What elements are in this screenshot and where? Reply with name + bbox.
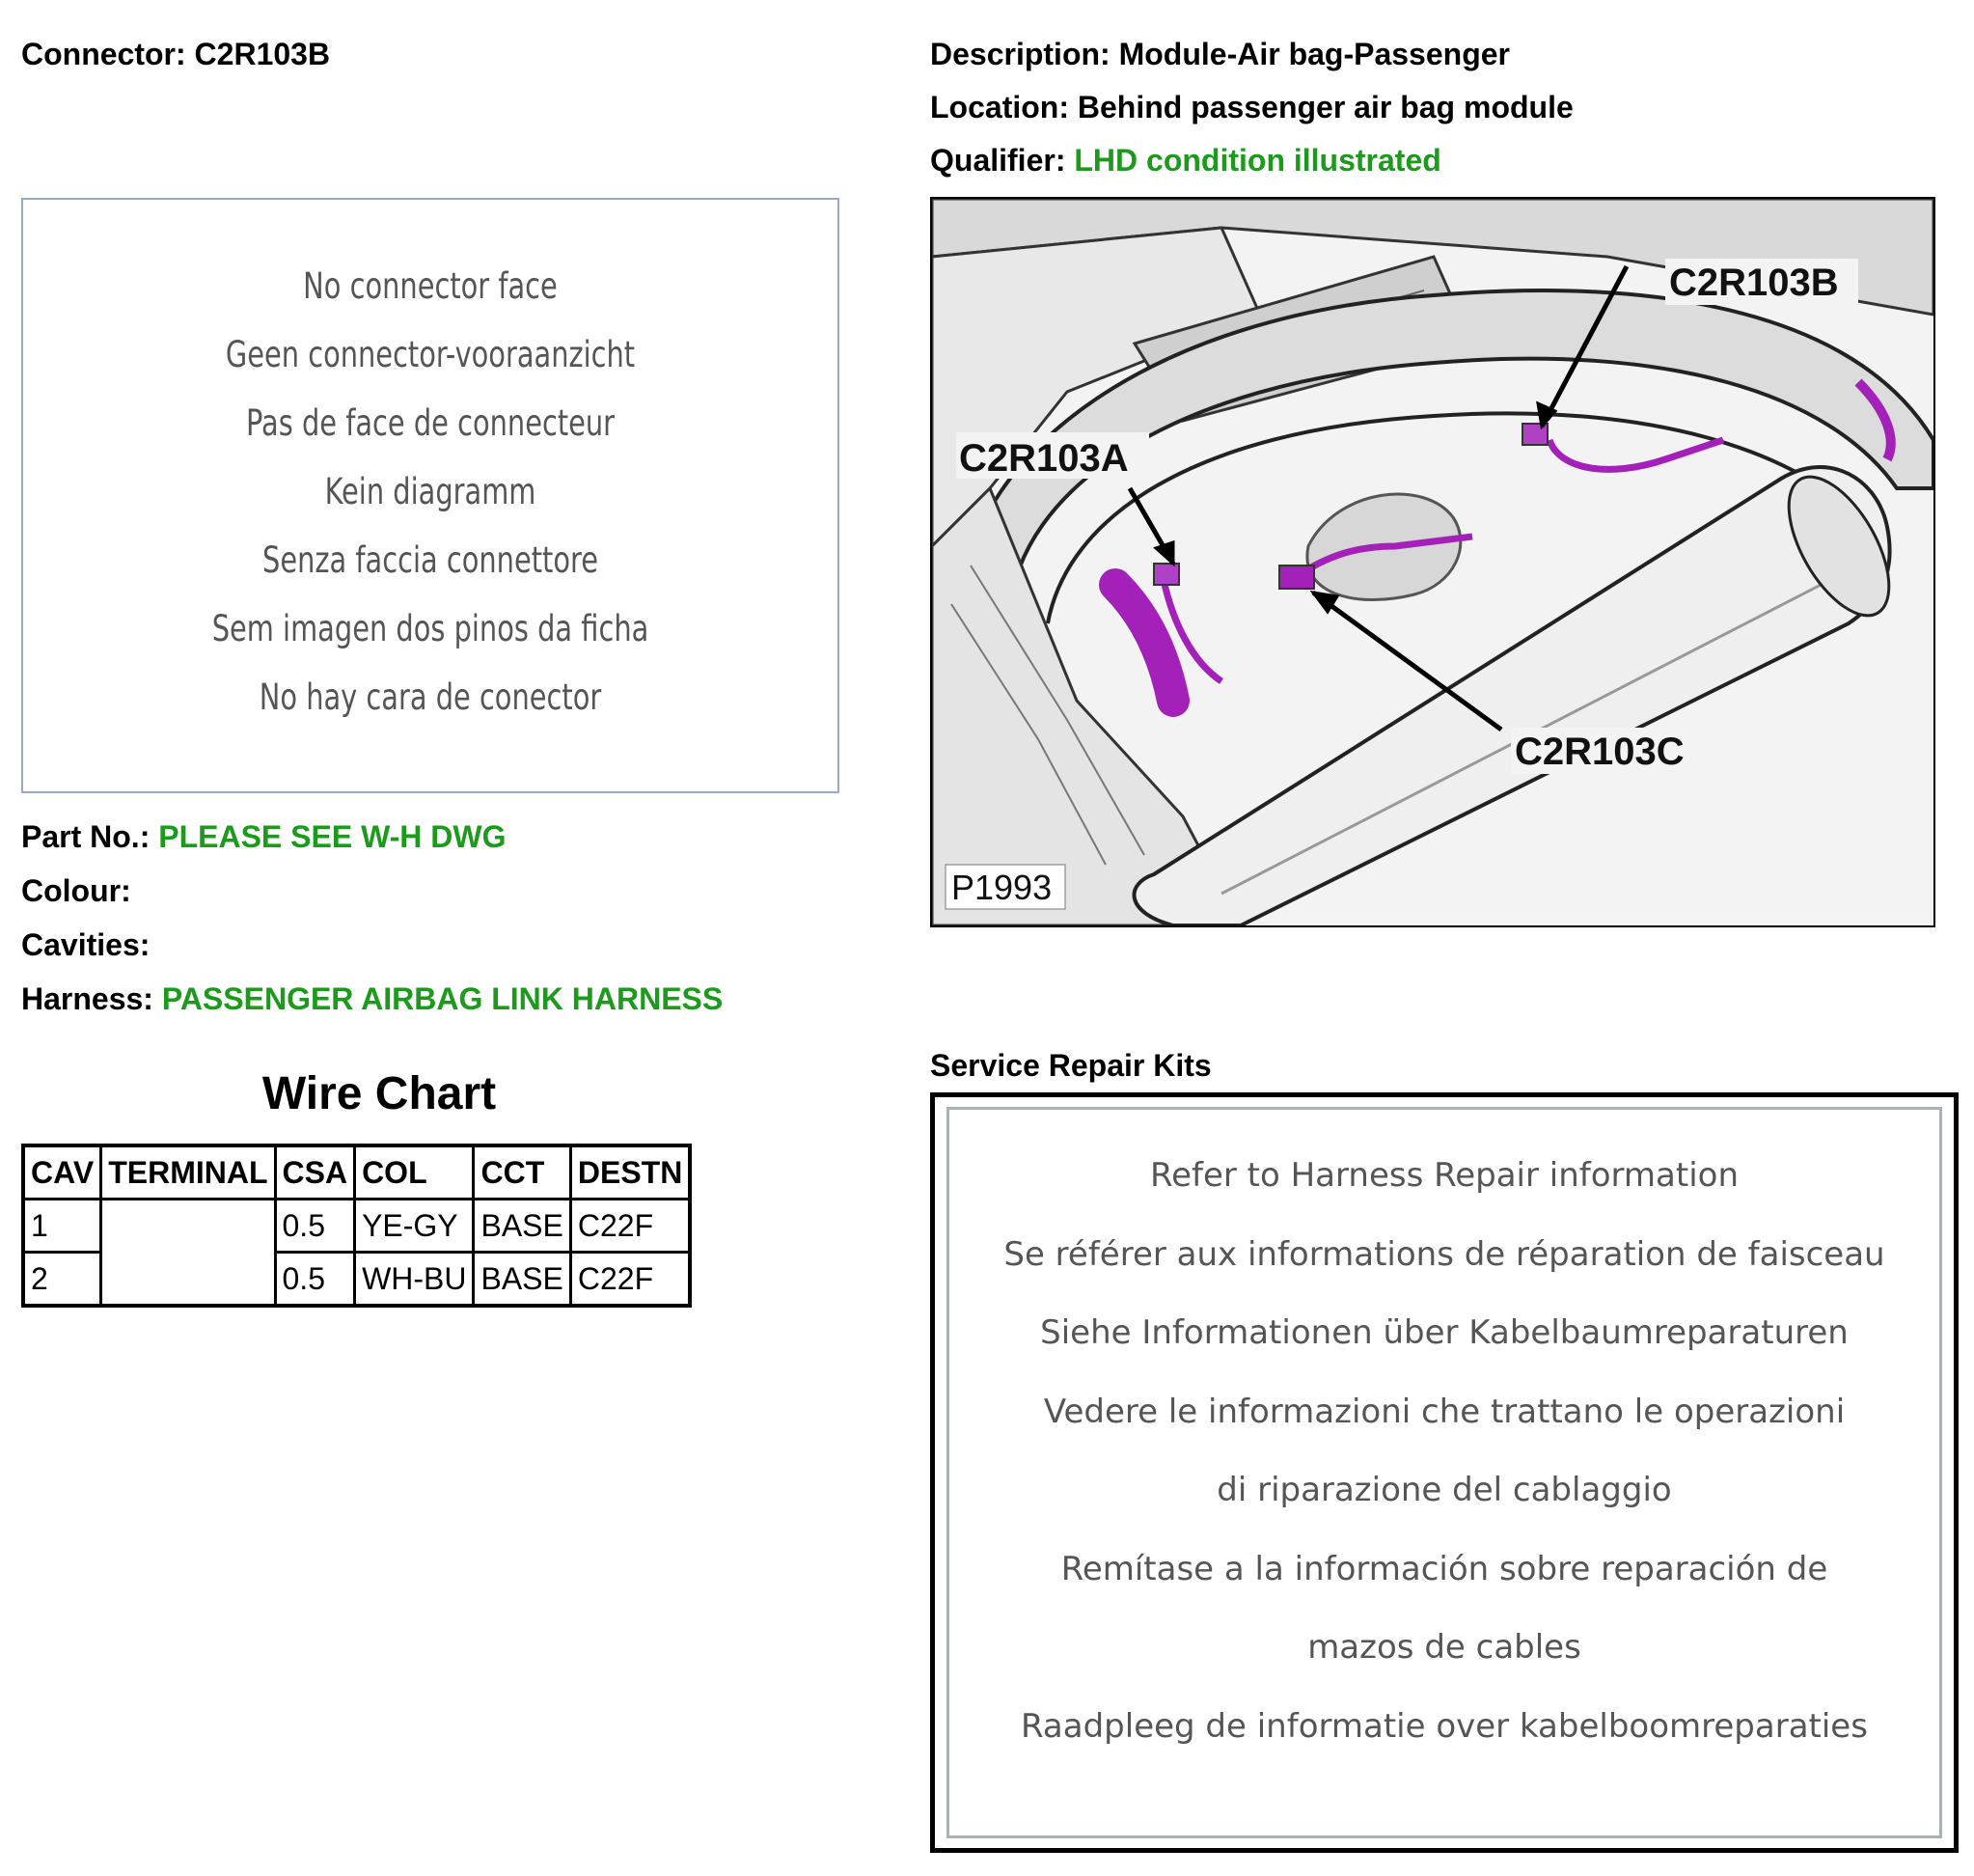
header-csa: CSA <box>275 1145 355 1200</box>
part-no-value: PLEASE SEE W-H DWG <box>158 819 507 854</box>
colour-label: Colour: <box>21 873 131 908</box>
srk-text: Vedere le informazioni che trattano le operazioni <box>1043 1392 1846 1431</box>
qualifier-label: Qualifier: <box>930 143 1066 178</box>
cell-cct: BASE <box>474 1200 570 1253</box>
header-cct: CCT <box>474 1145 570 1200</box>
cell-destn: C22F <box>570 1200 690 1253</box>
table-row <box>23 1200 690 1253</box>
cell-col: YE-GY <box>355 1200 474 1253</box>
no-face-text: Sem imagen dos pinos da ficha <box>211 608 649 649</box>
cavities-field <box>21 927 150 963</box>
no-face-text: Kein diagramm <box>324 471 536 512</box>
harness-field <box>21 981 723 1017</box>
connector-label: Connector: <box>21 37 186 71</box>
callout-c2r103b: C2R103B <box>1669 262 1839 304</box>
callout-c2r103c: C2R103C <box>1515 731 1685 773</box>
wire-chart-table <box>21 1144 692 1308</box>
wire-chart-header-row <box>23 1145 690 1200</box>
cell-cav: 2 <box>23 1253 101 1307</box>
part-no-label: Part No.: <box>21 819 151 854</box>
header-col: COL <box>355 1145 474 1200</box>
illustration-ref: P1993 <box>951 868 1053 907</box>
connector-field <box>21 37 330 72</box>
no-face-text: Pas de face de connecteur <box>245 402 616 444</box>
header-destn: DESTN <box>570 1145 690 1200</box>
qualifier-field <box>930 143 1441 179</box>
srk-text: Se référer aux informations de réparation de faisceau <box>1003 1234 1885 1274</box>
service-repair-kits-panel <box>930 1092 1959 1853</box>
colour-field <box>21 873 131 909</box>
cell-destn: C22F <box>570 1253 690 1307</box>
description-field <box>930 37 1510 72</box>
location-label: Location: <box>930 90 1069 124</box>
service-repair-kits-inner <box>946 1107 1942 1838</box>
srk-text: Remítase a la información sobre reparación de <box>1060 1549 1828 1588</box>
srk-text: di riparazione del cablaggio <box>1217 1471 1672 1509</box>
cavities-label: Cavities: <box>21 927 151 962</box>
harness-label: Harness: <box>21 981 153 1016</box>
part-no-field <box>21 819 507 855</box>
cell-terminal <box>101 1200 275 1307</box>
no-connector-face-panel <box>21 198 839 793</box>
no-face-text: No connector face <box>303 265 558 307</box>
no-face-text: No hay cara de conector <box>259 676 602 718</box>
srk-text: Siehe Informationen über Kabelbaumreparaturen <box>1040 1313 1849 1352</box>
cell-csa: 0.5 <box>275 1200 355 1253</box>
description-value: Module-Air bag-Passenger <box>1118 37 1510 71</box>
cell-cav: 1 <box>23 1200 101 1253</box>
no-face-text: Geen connector-vooraanzicht <box>225 334 636 375</box>
srk-text: mazos de cables <box>1307 1628 1581 1667</box>
cell-csa: 0.5 <box>275 1253 355 1307</box>
location-field <box>930 90 1574 125</box>
service-repair-kits-title: Service Repair Kits <box>930 1048 1212 1083</box>
harness-value: PASSENGER AIRBAG LINK HARNESS <box>161 981 724 1016</box>
no-face-text: Senza faccia connettore <box>262 539 598 581</box>
srk-text: Raadpleeg de informatie over kabelboomreparaties <box>1021 1706 1868 1746</box>
header-terminal: TERMINAL <box>101 1145 275 1200</box>
wire-chart-title: Wire Chart <box>261 1068 497 1119</box>
description-label: Description: <box>930 37 1110 71</box>
cell-col: WH-BU <box>355 1253 474 1307</box>
connector-value: C2R103B <box>194 37 331 71</box>
header-cav: CAV <box>23 1145 101 1200</box>
cell-cct: BASE <box>474 1253 570 1307</box>
srk-text: Refer to Harness Repair information <box>1149 1156 1739 1195</box>
qualifier-value: LHD condition illustrated <box>1074 143 1441 178</box>
location-illustration <box>930 197 1935 927</box>
callout-c2r103a: C2R103A <box>959 437 1129 480</box>
location-value: Behind passenger air bag module <box>1077 90 1574 124</box>
illustration-drawing <box>932 199 1933 925</box>
